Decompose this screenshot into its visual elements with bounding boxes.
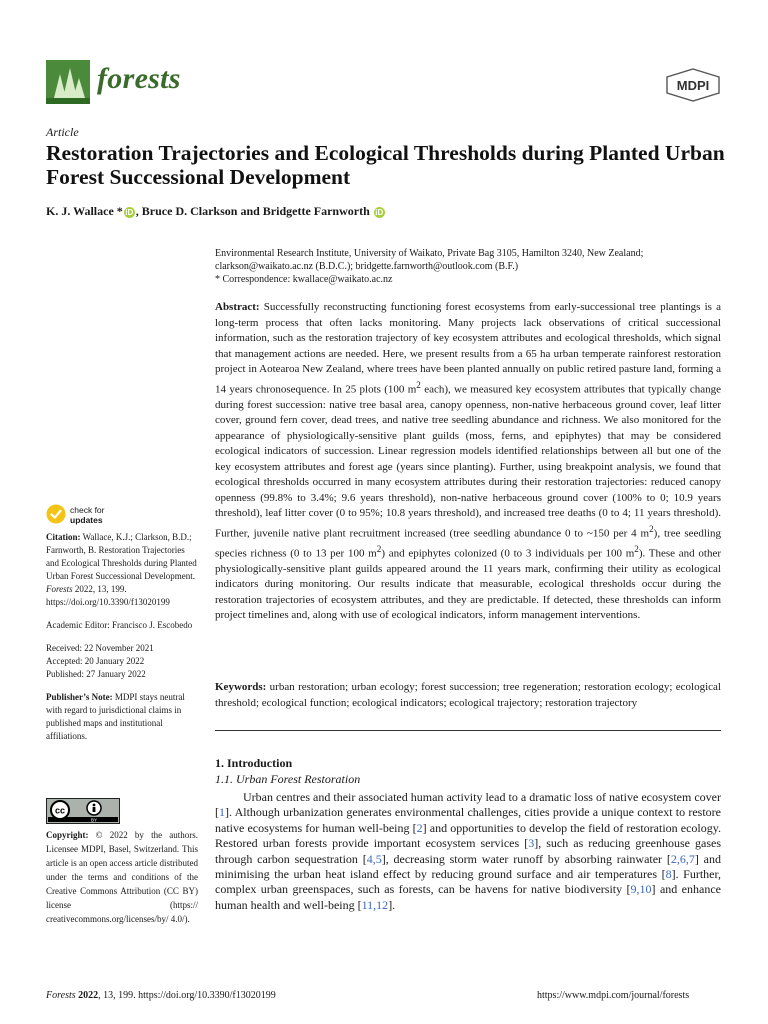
svg-text:BY: BY bbox=[90, 817, 98, 823]
citation-block: Citation: Wallace, K.J.; Clarkson, B.D.; Farnworth, B. Restoration Trajectories and Ecological Thresholds during Planted Urban Forest Successional Development. Forests 2022, 13, 199. https://doi.org/10.3390/f13020199 bbox=[46, 532, 197, 607]
citation-link[interactable]: 9,10 bbox=[630, 882, 652, 897]
publisher-note: Publisher’s Note: MDPI stays neutral with regard to jurisdictional claims in published maps and institutional affiliations. bbox=[46, 692, 185, 741]
citation-link[interactable]: 3 bbox=[528, 836, 535, 851]
dates bbox=[46, 642, 198, 681]
citation-link[interactable]: 1 bbox=[219, 805, 225, 820]
received-date: Received: 22 November 2021 bbox=[46, 643, 154, 653]
section-heading: 1. Introduction bbox=[215, 756, 293, 770]
copyright-notice: Copyright: © 2022 by the authors. Licensee MDPI, Basel, Switzerland. This article is an open access article distributed under the terms and conditions of the Creative Commons Attribution (CC BY) license (https:// creativecommons.org/licenses/by/ 4.0/). bbox=[46, 830, 198, 924]
paper-title: Restoration Trajectories and Ecological Thresholds during Planted Urban Forest Successional Development bbox=[46, 141, 725, 189]
subsection-heading: 1.1. Urban Forest Restoration bbox=[215, 772, 361, 786]
author-1[interactable]: K. J. Wallace * bbox=[46, 204, 123, 218]
intro-paragraph: Urban centres and their associated human activity lead to a dramatic loss of native ecosystem cover [1]. Although urbanization generates environmental challenges, cities provide a unique context to restore native ecosystems for human well-being [2] and opportunities to develop the field of restoration ecology. Restored urban forests provide important ecosystem services [3], such as reducing greenhouse gases through carbon sequestration [4,5], decreasing storm water runoff by absorbing rainwater [2,6,7] and minimising the urban heat island effect by reducing ground surface and air temperatures [8]. Further, complex urban greenspaces, such as forests, can be havens for native biodiversity [9,10] and enhance human health and well-being [11,12]. bbox=[215, 790, 722, 912]
keywords: Keywords: urban restoration; urban ecology; forest succession; tree regeneration; restoration ecology; ecological threshold; ecological function; ecological indicators; ecological trajectory; restoration trajectory bbox=[215, 681, 721, 709]
orcid-icon[interactable]: iD bbox=[375, 208, 384, 217]
citation-link[interactable]: 8 bbox=[665, 867, 672, 882]
check-for-updates-link[interactable]: check for updates bbox=[70, 505, 105, 525]
svg-text:cc: cc bbox=[54, 805, 66, 816]
mdpi-logo-icon bbox=[665, 68, 721, 102]
footer-journal-url[interactable]: https://www.mdpi.com/journal/forests bbox=[537, 990, 690, 1001]
abstract-label: Abstract: bbox=[215, 301, 260, 313]
forests-logo-icon bbox=[46, 60, 90, 104]
check-for-updates-icon[interactable] bbox=[46, 504, 66, 524]
affiliation-emails: clarkson@waikato.ac.nz (B.D.C.); bridgette.farnworth@outlook.com (B.F.) bbox=[215, 261, 519, 272]
keywords-label: Keywords: bbox=[215, 681, 267, 693]
citation-link[interactable]: 4,5 bbox=[366, 851, 382, 866]
citation-link[interactable]: 2 bbox=[416, 820, 423, 835]
section-divider bbox=[215, 730, 721, 731]
affiliations bbox=[215, 247, 735, 286]
citation-link[interactable]: 2,6,7 bbox=[670, 851, 695, 866]
accepted-date: Accepted: 20 January 2022 bbox=[46, 656, 145, 666]
abstract: Abstract: Successfully reconstructing functioning forest ecosystems from early-successional tree plantings is a long-term process that often lacks monitoring. Many projects lack observations of critical successional information, such as the restoration trajectory of key ecosystem attributes and ecological thresholds, which signal that management actions are needed. Here, we present results from a 65 ha urban temperate rainforest restoration project in Aotearoa New Zealand, where trees have been planted annually on public retired pasture land, forming a 14 years chronosequence. In 25 plots (100 $m^2$ each), we measured key ecosystem attributes that typically change during forest succession: native tree basal area, canopy openness, non-native herbaceous ground cover, leaf litter cover, ground fern cover, dead trees, and native tree seedling abundance and richness. We also monitored for the appearance of physiologically-sensitive plant guilds (moss, ferns, and epiphytes) that may be considered ecological indicators of succession. Linear regression models identified relationships between all but one of the key ecosystem attributes and forest age (years since planting). Further, using breakpoint analysis, we found that ecological thresholds occurred in many ecosystem attributes during their restoration trajectories: reduced canopy openness (99.8% to 3.4%; 9.6 years threshold), non-native herbaceous ground cover (100% to 0; 10.9 years threshold), leaf litter cover (0 to 95%; 10.8 years threshold), and increased tree deaths (0 to 4; 11 years threshold). Further, juvenile native plant recruitment increased (tree seedling abundance 0 to ~150 per 4 $m^2$), tree seedling species richness (0 to 13 per 100 $m^2$) and epiphytes colonized (0 to 3 individuals per 100 $m^2$). These and other physiologically-sensitive plant guilds appeared around the 11 years mark, confirming their utility as ecological indicators during monitoring. Our results indicate that measurable, ecological thresholds occur during the restoration trajectories of ecosystem attributes, and they are predictable. If detected, these thresholds can inform project timelines and, along with use of ecological indicators, inform management interventions. bbox=[215, 301, 721, 622]
footer-citation: Forests 2022, 13, 199. https://doi.org/10.3390/f13020199 bbox=[46, 990, 276, 1001]
citation-link[interactable]: 11,12 bbox=[361, 897, 389, 912]
publisher-name: MDPI bbox=[676, 78, 710, 93]
article-type: Article bbox=[46, 125, 79, 139]
article-info bbox=[46, 531, 198, 753]
journal-name: forests bbox=[97, 62, 181, 95]
orcid-icon[interactable]: iD bbox=[125, 208, 134, 217]
cc-by-license-icon[interactable] bbox=[46, 798, 120, 824]
author-2-3[interactable]: Bruce D. Clarkson and Bridgette Farnworth bbox=[141, 204, 370, 218]
author-list: K. J. Wallace * iD , Bruce D. Clarkson and Bridgette Farnworth iD bbox=[46, 204, 384, 218]
published-date: Published: 27 January 2022 bbox=[46, 669, 146, 679]
affiliation-line: Environmental Research Institute, University of Waikato, Private Bag 3105, Hamilton 3240, New Zealand; bbox=[215, 248, 644, 259]
correspondence: * Correspondence: kwallace@waikato.ac.nz bbox=[215, 274, 393, 285]
academic-editor: Academic Editor: Francisco J. Escobedo bbox=[46, 620, 193, 630]
